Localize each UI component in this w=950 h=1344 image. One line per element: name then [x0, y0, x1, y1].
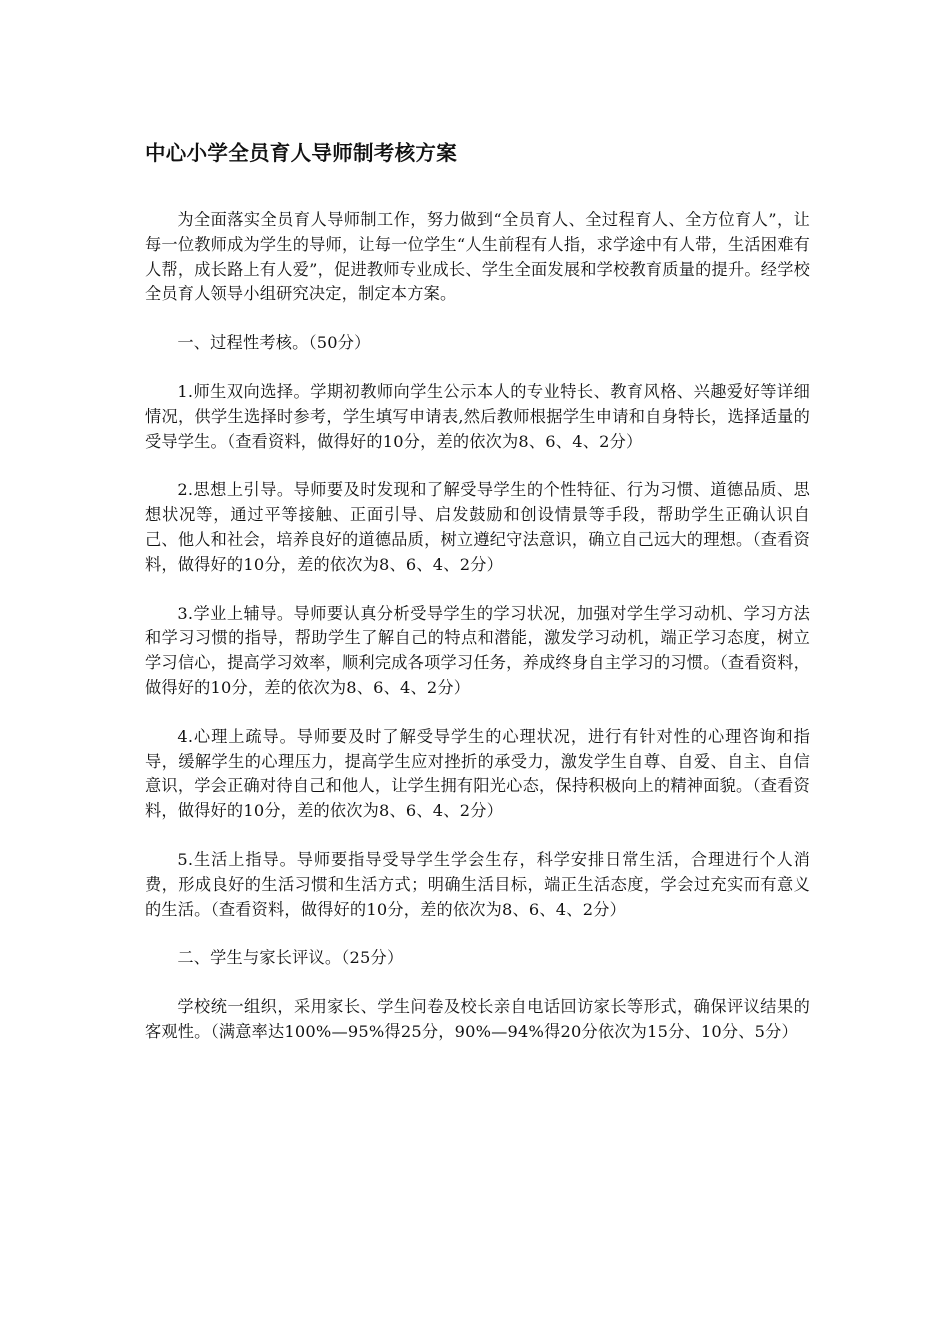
section-heading-student-parent-review: 二、学生与家长评议。（25分）	[177, 948, 404, 968]
document-title: 中心小学全员育人导师制考核方案	[145, 141, 457, 165]
student-parent-review-paragraph: 学校统一组织，采用家长、学生问卷及校长亲自电话回访家长等形式，确保评议结果的客观性。（满意率达100%—95%得25分，90%—94%得20分依次为15分、10分、5分）	[145, 997, 810, 1041]
item-academic-tutoring: 3.学业上辅导。导师要认真分析受导学生的学习状况，加强对学生学习动机、学习方法和学习习惯的指导，帮助学生了解自己的特点和潜能，激发学习动机，端正学习态度，树立学习信心，提高学习效率，顺利完成各项学习任务，养成终身自主学习的习惯。（查看资料，做得好的10分，差的依次为8、6、4、2分）	[145, 603, 810, 697]
item-ideological-guidance: 2.思想上引导。导师要及时发现和了解受导学生的个性特征、行为习惯、道德品质、思想状况等，通过平等接触、正面引导、启发鼓励和创设情景等手段，帮助学生正确认识自己、他人和社会，培养良好的道德品质，树立遵纪守法意识，确立自己远大的理想。（查看资料，做得好的10分，差的依次为8、6、4、2分）	[145, 480, 810, 574]
intro-paragraph: 为全面落实全员育人导师制工作，努力做到“全员育人、全过程育人、全方位育人”，让每一位教师成为学生的导师，让每一位学生“人生前程有人指，求学途中有人带，生活困难有人帮，成长路上有人爱”，促进教师专业成长、学生全面发展和学校教育质量的提升。经学校全员育人领导小组研究决定，制定本方案。	[145, 210, 810, 304]
item-mutual-selection: 1.师生双向选择。学期初教师向学生公示本人的专业特长、教育风格、兴趣爱好等详细情况，供学生选择时参考，学生填写申请表,然后教师根据学生申请和自身特长，选择适量的受导学生。（查看资料，做得好的10分，差的依次为8、6、4、2分）	[145, 381, 810, 451]
item-life-guidance: 5.生活上指导。导师要指导受导学生学会生存，科学安排日常生活，合理进行个人消费，形成良好的生活习惯和生活方式；明确生活目标，端正生活态度，学会过充实而有意义的生活。（查看资料，做得好的10分，差的依次为8、6、4、2分）	[145, 849, 810, 919]
item-psychological-counseling: 4.心理上疏导。导师要及时了解受导学生的心理状况，进行有针对性的心理咨询和指导，缓解学生的心理压力，提高学生应对挫折的承受力，激发学生自尊、自爱、自主、自信意识，学会正确对待自己和他人，让学生拥有阳光心态，保持积极向上的精神面貌。（查看资料，做得好的10分，差的依次为8、6、4、2分）	[145, 726, 810, 821]
section-heading-process-assessment: 一、过程性考核。（50分）	[177, 333, 371, 353]
document-body	[145, 138, 810, 1069]
